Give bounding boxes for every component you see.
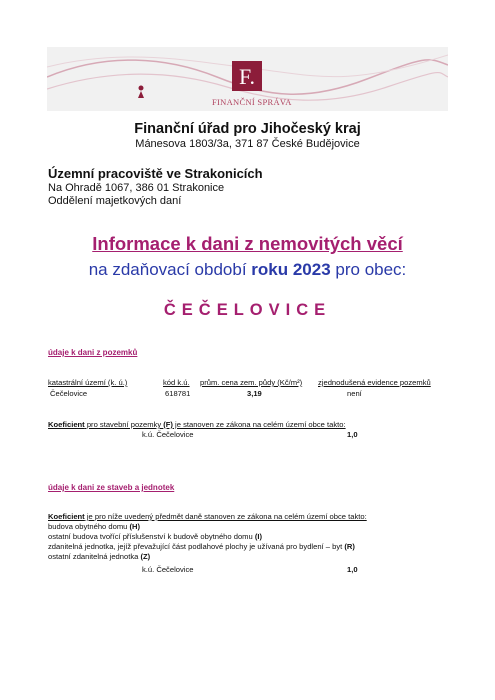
workplace-address: Na Ohradě 1067, 386 01 Strakonice xyxy=(48,182,225,194)
land-coefficient-text: Koeficient pro stavební pozemky (F) je stanoven ze zákona na celém území obce takto: xyxy=(48,420,346,429)
workplace-department: Oddělení majetkových daní xyxy=(48,195,182,207)
workplace-name: Územní pracoviště ve Strakonicích xyxy=(48,166,263,181)
land-col-evidence: zjednodušená evidence pozemků xyxy=(318,378,431,387)
municipality-name: ČEČELOVICE xyxy=(163,301,332,319)
land-cell-kod: 618781 xyxy=(165,389,191,398)
financni-sprava-logo: F. xyxy=(232,61,262,91)
buildings-item-z: ostatní zdanitelná jednotka (Z) xyxy=(48,552,151,561)
office-address: Mánesova 1803/3a, 371 87 České Budějovice xyxy=(135,138,360,150)
land-col-price: prům. cena zem. půdy (Kč/m²) xyxy=(200,378,303,387)
buildings-coefficient-ku: k.ú. Čečelovice xyxy=(142,565,194,574)
document-title: Informace k dani z nemovitých věcí xyxy=(92,233,403,254)
land-cell-evidence: není xyxy=(347,389,362,398)
logo-wordmark: FINANČNÍ SPRÁVA xyxy=(212,97,292,107)
land-cell-price: 3,19 xyxy=(247,389,262,398)
buildings-section-heading: údaje k dani ze staveb a jednotek xyxy=(48,483,175,492)
land-coefficient-value: 1,0 xyxy=(347,430,358,439)
buildings-item-i: ostatní budova tvořící příslušenství k budově obytného domu (I) xyxy=(48,532,263,541)
land-coefficient-ku: k.ú. Čečelovice xyxy=(142,430,194,439)
document-subtitle: na zdaňovací období roku 2023 pro obec: xyxy=(88,260,407,279)
location-pin-icon xyxy=(137,85,145,104)
buildings-coefficient-value: 1,0 xyxy=(347,565,358,574)
buildings-item-h: budova obytného domu (H) xyxy=(48,522,141,531)
land-cell-ku: Čečelovice xyxy=(50,389,88,398)
land-col-kod: kód k.ú. xyxy=(163,378,190,387)
land-section-heading: údaje k dani z pozemků xyxy=(48,348,138,357)
land-col-ku: katastrální území (k. ú.) xyxy=(48,378,128,387)
buildings-coefficient-text: Koeficient je pro níže uvedený předmět daně stanoven ze zákona na celém území obce takto: xyxy=(48,512,367,521)
buildings-item-r: zdanitelná jednotka, jejíž převažující část podlahové plochy je užívaná pro bydlení – byt (R) xyxy=(48,542,355,551)
office-name: Finanční úřad pro Jihočeský kraj xyxy=(134,121,361,137)
